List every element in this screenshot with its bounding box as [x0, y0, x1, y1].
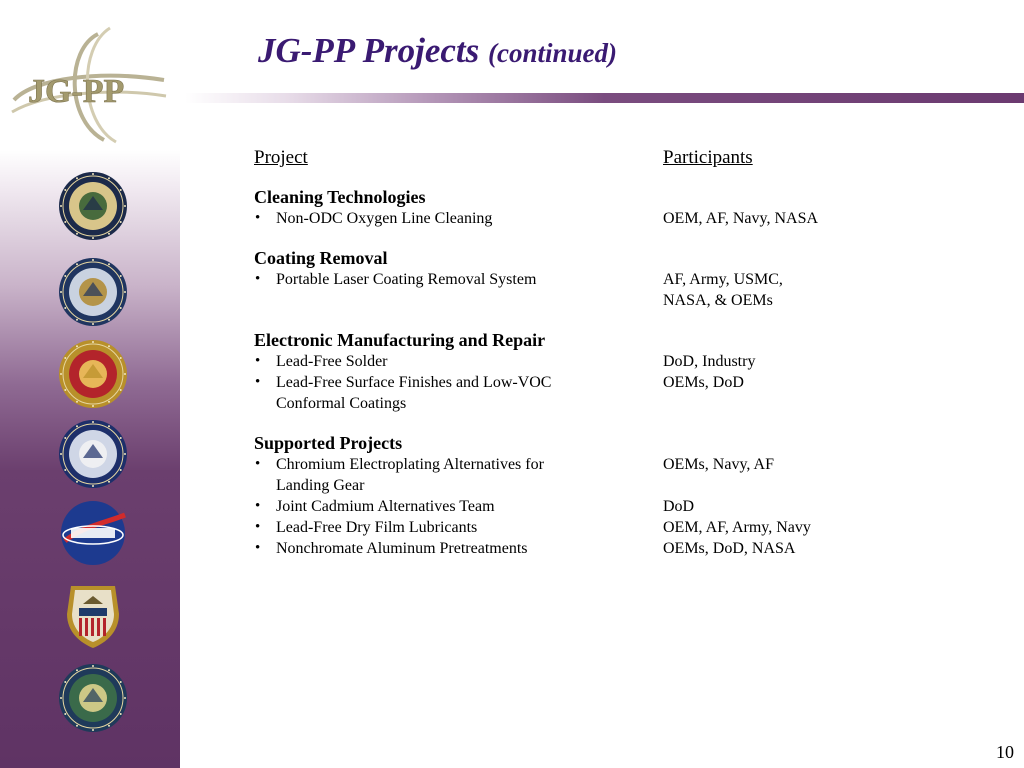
participants-line: DoD, Industry [663, 353, 756, 370]
project-name-line: • Chromium Electroplating Alternatives for [276, 456, 544, 473]
project-name-line: • Lead-Free Solder [276, 353, 388, 370]
section-spacer [254, 311, 954, 329]
project-name [254, 538, 663, 559]
participants [663, 454, 954, 496]
project-name [254, 517, 663, 538]
participants [663, 372, 954, 414]
project-name-line: Conformal Coatings [276, 395, 407, 412]
army-seal-icon [57, 170, 129, 242]
section-spacer [254, 414, 954, 432]
participants [663, 538, 954, 559]
project-name-line: • Lead-Free Surface Finishes and Low-VOC [276, 374, 552, 391]
participants [663, 496, 954, 517]
project-name-line: • Nonchromate Aluminum Pretreatments [276, 540, 528, 557]
project-row [254, 517, 954, 538]
navy-seal-icon [57, 256, 129, 328]
project-sections [254, 170, 954, 559]
project-name [254, 269, 663, 311]
nasa-logo-icon [57, 497, 129, 569]
project-column-header: Project [254, 147, 308, 168]
section-spacer [254, 170, 954, 186]
marine-corps-seal-icon [57, 338, 129, 410]
participants [663, 208, 954, 229]
title-underline-rule [185, 93, 1024, 103]
project-row [254, 351, 954, 372]
section-heading: Cleaning Technologies [254, 187, 426, 207]
participants-line: DoD [663, 498, 695, 515]
participants-line: OEMs, DoD, NASA [663, 540, 796, 557]
participants-line: NASA, & OEMs [663, 292, 773, 309]
participants [663, 517, 954, 538]
project-name [254, 454, 663, 496]
section-heading: Coating Removal [254, 248, 388, 268]
project-row [254, 372, 954, 414]
participants-column-header: Participants [663, 147, 753, 168]
project-name [254, 372, 663, 414]
project-row [254, 208, 954, 229]
project-row [254, 538, 954, 559]
section-spacer [254, 229, 954, 247]
air-force-seal-icon [57, 418, 129, 490]
project-name [254, 208, 663, 229]
project-name-line: Landing Gear [276, 477, 365, 494]
section-heading: Supported Projects [254, 433, 403, 453]
jg-pp-logo [6, 20, 172, 146]
project-row [254, 454, 954, 496]
page-number: 10 [996, 742, 1014, 762]
project-name-line: • Non-ODC Oxygen Line Cleaning [276, 210, 493, 227]
participants [663, 351, 954, 372]
participants-line: OEMs, DoD [663, 374, 744, 391]
dla-seal-icon [57, 578, 129, 650]
project-name-line: • Joint Cadmium Alternatives Team [276, 498, 495, 515]
project-name-line: • Portable Laser Coating Removal System [276, 271, 537, 288]
participants-line: OEMs, Navy, AF [663, 456, 774, 473]
participants [663, 269, 954, 311]
participants-line: OEM, AF, Navy, NASA [663, 210, 819, 227]
project-name-line: • Lead-Free Dry Film Lubricants [276, 519, 478, 536]
title-continued: (continued) [488, 38, 618, 68]
dcma-seal-icon [57, 662, 129, 734]
title-main: JG-PP Projects [258, 31, 480, 70]
project-name [254, 496, 663, 517]
column-header-row [254, 146, 954, 170]
projects-table [254, 146, 954, 559]
section-heading: Electronic Manufacturing and Repair [254, 330, 546, 350]
participants-line: AF, Army, USMC, [663, 271, 783, 288]
page-title [258, 30, 617, 72]
project-row [254, 269, 954, 311]
participants-line: OEM, AF, Army, Navy [663, 519, 811, 536]
project-row [254, 496, 954, 517]
logo-wordmark: JG-PP [28, 73, 125, 110]
project-name [254, 351, 663, 372]
